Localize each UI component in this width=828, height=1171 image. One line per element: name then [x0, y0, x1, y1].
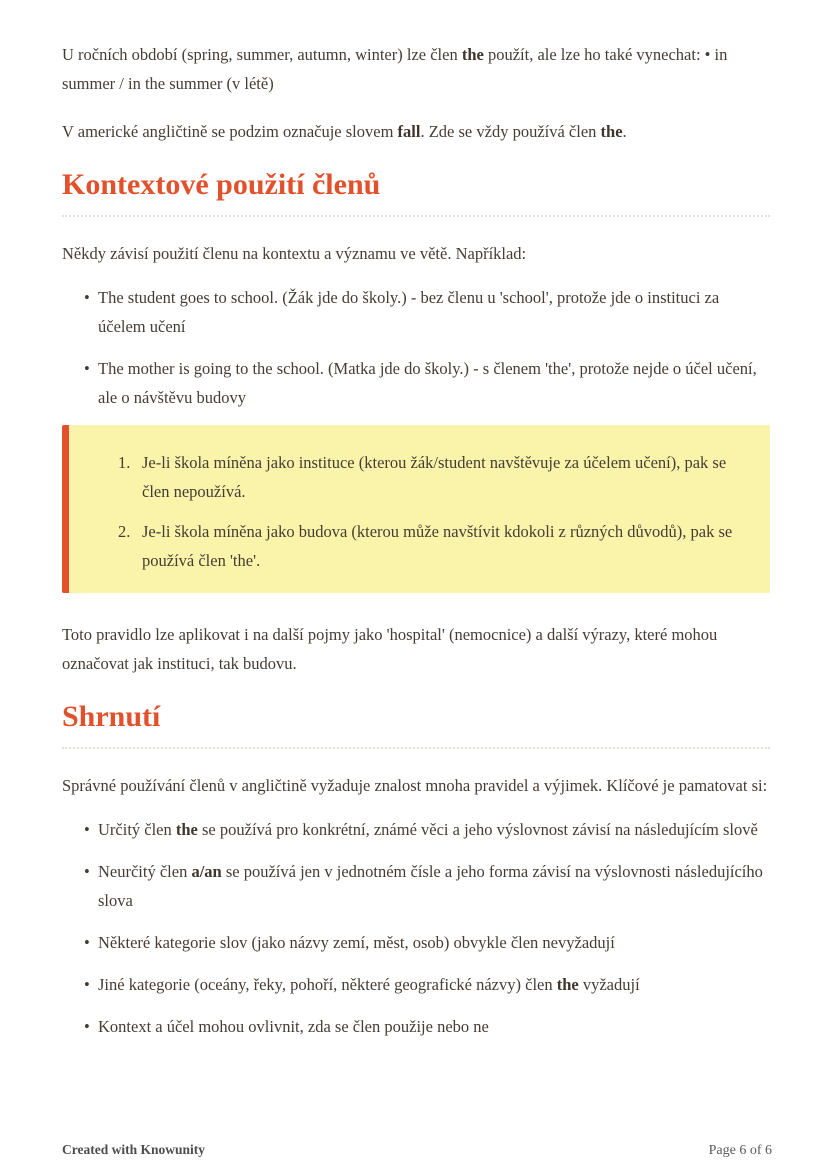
text-segment: Jiné kategorie (oceány, řeky, pohoří, některé geografické názvy) člen	[98, 975, 557, 994]
bold-keyword-the: the	[600, 122, 623, 141]
list-item	[62, 815, 770, 844]
bullet-icon: •	[84, 933, 90, 952]
callout-item	[118, 517, 740, 575]
bold-keyword-the: the	[556, 975, 579, 994]
created-with-label: Created with Knowunity	[62, 1142, 206, 1157]
list-item-text: The mother is going to the school. (Matka jde do školy.) - s členem 'the', protože nejde o účel učení, ale o návštěvu budovy	[98, 359, 757, 407]
section-heading-shrnuti: Shrnutí	[62, 700, 770, 749]
text-segment: použít, ale lze ho také vynechat: • in summer / in the summer (v létě)	[62, 45, 728, 93]
bullet-icon: •	[84, 288, 90, 307]
bullet-icon: •	[84, 359, 90, 378]
list-item	[62, 928, 770, 957]
text-segment: Určitý člen	[98, 820, 176, 839]
list-item-text: Některé kategorie slov (jako názvy zemí, měst, osob) obvykle člen nevyžadují	[98, 933, 615, 952]
callout-item	[118, 448, 740, 506]
text-segment: V americké angličtině se podzim označuje slovem	[62, 122, 398, 141]
list-item-text: The student goes to school. (Žák jde do školy.) - bez členu u 'school', protože jde o instituci za účelem učení	[98, 288, 720, 336]
bold-keyword-a-an: a/an	[191, 862, 222, 881]
text-segment: Neurčitý člen	[98, 862, 192, 881]
callout-item-text: Je-li škola míněna jako budova (kterou může navštívit kdokoli z různých důvodů), pak se používá člen 'the'.	[142, 522, 733, 570]
bullet-icon: •	[84, 862, 90, 881]
paragraph-fall	[62, 117, 770, 146]
section-heading-kontextove-pouziti: Kontextové použití členů	[62, 168, 770, 217]
list-item	[62, 283, 770, 341]
callout-item-text: Je-li škola míněna jako instituce (kterou žák/student navštěvuje za účelem učení), pak se člen nepoužívá.	[142, 453, 727, 501]
list-item	[62, 354, 770, 412]
text-segment: se používá jen v jednotném čísle a jeho forma závisí na výslovnosti následujícího slova	[98, 862, 763, 910]
text-segment: se používá pro konkrétní, známé věci a jeho výslovnost závisí na následujícím slově	[197, 820, 758, 839]
bullet-icon: •	[84, 1017, 90, 1036]
list-item	[62, 857, 770, 915]
bold-keyword-fall: fall	[397, 122, 421, 141]
section2-lead-paragraph: Správné používání členů v angličtině vyžaduje znalost mnoha pravidel a výjimek. Klíčové je pamatovat si:	[62, 776, 768, 795]
bold-keyword-the: the	[175, 820, 198, 839]
paragraph-seasons	[62, 40, 770, 98]
list-item-text: Kontext a účel mohou ovlivnit, zda se člen použije nebo ne	[98, 1017, 489, 1036]
page-footer	[62, 1142, 772, 1159]
list-item	[62, 1012, 770, 1041]
list-item	[62, 970, 770, 999]
paragraph-hospital-rule: Toto pravidlo lze aplikovat i na další pojmy jako 'hospital' (nemocnice) a další výrazy, které mohou označovat jak instituci, tak budovu.	[62, 625, 718, 673]
bold-keyword-the: the	[461, 45, 484, 64]
list-number: 2.	[118, 522, 131, 541]
page-number-label: Page 6 of 6	[708, 1143, 772, 1158]
text-segment: vyžadují	[578, 975, 640, 994]
bullet-icon: •	[84, 820, 90, 839]
text-segment: . Zde se vždy používá člen	[420, 122, 601, 141]
text-segment: .	[622, 122, 627, 141]
example-sentence-list	[62, 283, 770, 412]
bullet-icon: •	[84, 975, 90, 994]
summary-list	[62, 815, 770, 1041]
highlight-callout-box	[62, 425, 770, 593]
text-segment: U ročních období (spring, summer, autumn, winter) lze člen	[62, 45, 462, 64]
list-number: 1.	[118, 453, 131, 472]
callout-numbered-list	[118, 448, 740, 575]
section1-lead-paragraph: Někdy závisí použití členu na kontextu a významu ve větě. Například:	[62, 244, 527, 263]
